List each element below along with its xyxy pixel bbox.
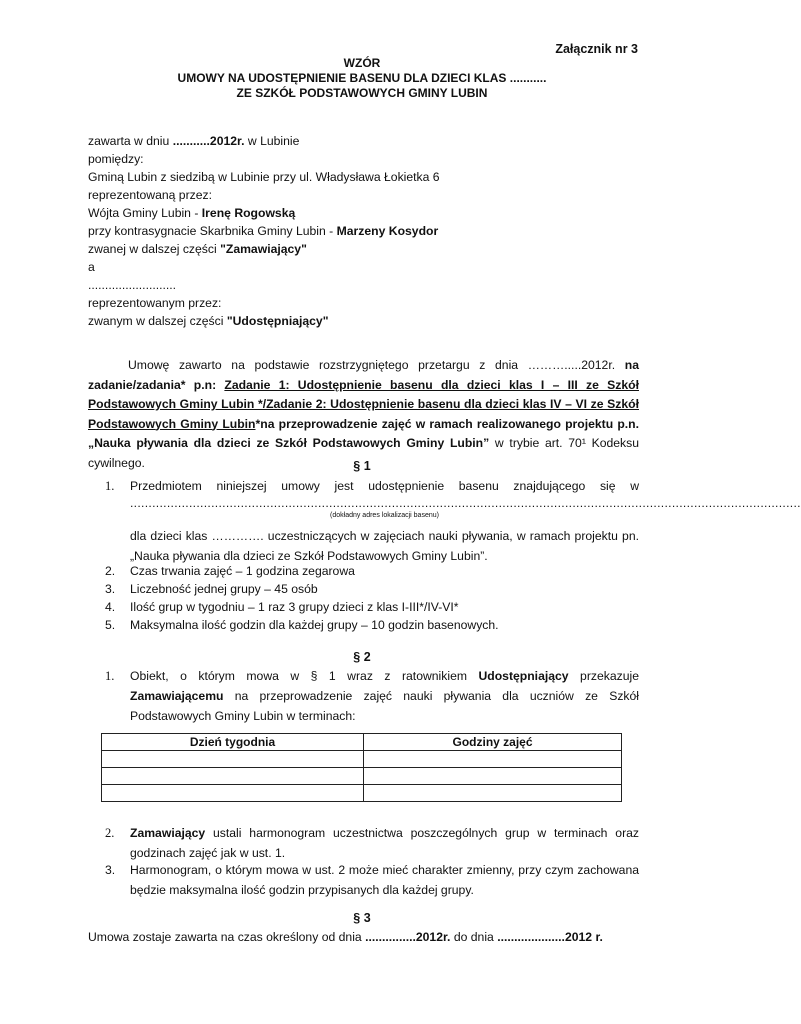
- intro-task-label: na zadanie/zadania* p.n:: [88, 358, 640, 392]
- s1-num-2: 2.: [105, 564, 116, 578]
- mayor-role: Wójta Gminy Lubin -: [88, 206, 202, 220]
- s1-num-1: 1.: [105, 479, 115, 493]
- s1-num-3: 3.: [105, 582, 116, 596]
- provider-line: [88, 313, 328, 329]
- s3-end-date: ....................2012 r.: [497, 930, 603, 944]
- treasurer-name: Marzeny Kosydor: [336, 224, 439, 238]
- s2-item-1-a: Obiekt, o którym mowa w § 1 wraz z ratownikiem: [130, 669, 479, 683]
- s1-item-2: Czas trwania zajęć – 1 godzina zegarowa: [130, 564, 355, 578]
- party-two-blank: ..........................: [88, 278, 177, 292]
- s2-item-2: [130, 823, 639, 863]
- and-label: a: [88, 260, 95, 274]
- table-cell-hours[interactable]: [364, 785, 622, 802]
- intro-legal-basis: w trybie art. 70¹ Kodeksu cywilnego.: [88, 436, 640, 470]
- table-cell-hours[interactable]: [364, 768, 622, 785]
- section-3-heading: § 3: [353, 911, 371, 925]
- s1-address-blank: ......................................................................................................................................................................................: [130, 496, 801, 510]
- s2-item-1: [130, 666, 639, 726]
- date-place: w Lubinie: [244, 134, 300, 148]
- table-cell-hours[interactable]: [364, 751, 622, 768]
- s1-address-caption: (dokładny adres lokalizacji basenu): [330, 512, 439, 519]
- table-cell-day[interactable]: [102, 768, 364, 785]
- s1-item-1: Przedmiotem niniejszej umowy jest udostępnienie basenu znajdującego się w: [130, 479, 639, 493]
- s2-provider: Udostępniający: [478, 669, 569, 683]
- title-line-3: ZE SZKÓŁ PODSTAWOWYCH GMINY LUBIN: [236, 86, 488, 100]
- s2-item-2-text: ustali harmonogram uczestnictwa poszczególnych grup w terminach oraz godzinach zajęć jak w ust. 1.: [130, 826, 639, 860]
- s1-item-5: Maksymalna ilość godzin dla każdej grupy – 10 godzin basenowych.: [130, 618, 499, 632]
- s2-item-2-ordering: Zamawiający: [130, 826, 206, 840]
- represented-by-label: reprezentowanym przez:: [88, 296, 222, 310]
- table-row: [102, 768, 622, 785]
- s2-num-1: 1.: [105, 669, 115, 683]
- schedule-table: [101, 733, 622, 802]
- ordering-party-line: [88, 241, 307, 257]
- party-one-address: Gminą Lubin z siedzibą w Lubinie przy ul. Władysława Łokietka 6: [88, 170, 440, 184]
- table-cell-day[interactable]: [102, 751, 364, 768]
- treasurer-line: [88, 223, 438, 239]
- ordering-party-name: "Zamawiający": [220, 242, 307, 256]
- column-header-day: Dzień tygodnia: [102, 734, 364, 751]
- s2-num-2: 2.: [105, 826, 115, 840]
- s3-until: do dnia: [450, 930, 498, 944]
- title-line-1: WZÓR: [343, 56, 381, 70]
- s2-item-1-e: na przeprowadzenie zajęć nauki pływania dla uczniów ze Szkół Podstawowych Gminy Lubin w terminach:: [130, 689, 639, 723]
- s2-item-1-c: przekazuje: [568, 669, 639, 683]
- s1-num-5: 5.: [105, 618, 116, 632]
- table-row: [102, 751, 622, 768]
- mayor-name: Irenę Rogowską: [201, 206, 296, 220]
- s3-term-line: [88, 929, 603, 945]
- provider-name: "Udostępniający": [226, 314, 329, 328]
- section-2-heading: § 2: [353, 650, 371, 664]
- s3-term-prefix: Umowa zostaje zawarta na czas określony od dnia: [88, 930, 366, 944]
- s1-item-1-continuation: dla dzieci klas …………. uczestniczących w zajęciach nauki pływania, w ramach projektu pn. „Nauka pływania dla dzieci ze Szkół Podstawowych Gminy Lubin”.: [130, 529, 639, 563]
- table-row: [102, 785, 622, 802]
- mayor-line: [88, 205, 295, 221]
- column-header-hours: Godziny zajęć: [364, 734, 622, 751]
- represented-label: reprezentowaną przez:: [88, 188, 212, 202]
- s2-num-3: 3.: [105, 863, 116, 877]
- intro-tender: Umowę zawarto na podstawie rozstrzygniętego przetargu z dnia ……….....2012r.: [128, 358, 616, 372]
- s1-item-4: Ilość grup w tygodniu – 1 raz 3 grupy dzieci z klas I-III*/IV-VI*: [130, 600, 459, 614]
- treasurer-role: przy kontrasygnacie Skarbnika Gminy Lubin -: [88, 224, 337, 238]
- ordering-prefix: zwanej w dalszej części: [88, 242, 221, 256]
- intro-tasks: Zadanie 1: Udostępnienie basenu dla dzieci klas I – III ze Szkół Podstawowych Gminy Lubin */Zadanie 2: Udostępnienie basenu dla dzieci klas IV – VI ze Szkół Podstawowych Gminy Lubin: [88, 377, 639, 431]
- title-line-2: UMOWY NA UDOSTĘPNIENIE BASENU DLA DZIECI KLAS ...........: [177, 71, 547, 85]
- contract-date-line: [88, 133, 299, 149]
- intro-project: *na przeprowadzenie zajęć w ramach realizowanego projektu p.n. „Nauka pływania dla dzieci ze Szkół Podstawowych Gminy Lubin”: [88, 416, 639, 450]
- section-1-heading: § 1: [353, 459, 371, 473]
- s1-num-4: 4.: [105, 600, 116, 614]
- date-value: ...........2012r.: [172, 134, 245, 148]
- s1-item-3: Liczebność jednej grupy – 45 osób: [130, 582, 318, 596]
- provider-prefix: zwanym w dalszej części: [88, 314, 227, 328]
- s3-start-date: ...............2012r.: [365, 930, 451, 944]
- intro-paragraph: [88, 356, 639, 473]
- date-prefix: zawarta w dniu: [88, 134, 173, 148]
- table-header-row: [102, 734, 622, 751]
- annex-label: Załącznik nr 3: [555, 42, 638, 56]
- between-label: pomiędzy:: [88, 152, 144, 166]
- s2-item-3: Harmonogram, o którym mowa w ust. 2 może mieć charakter zmienny, przy czym zachowana będzie maksymalna ilość godzin przypisanych dla każdej grupy.: [130, 863, 639, 897]
- s2-ordering-party: Zamawiającemu: [130, 689, 224, 703]
- table-cell-day[interactable]: [102, 785, 364, 802]
